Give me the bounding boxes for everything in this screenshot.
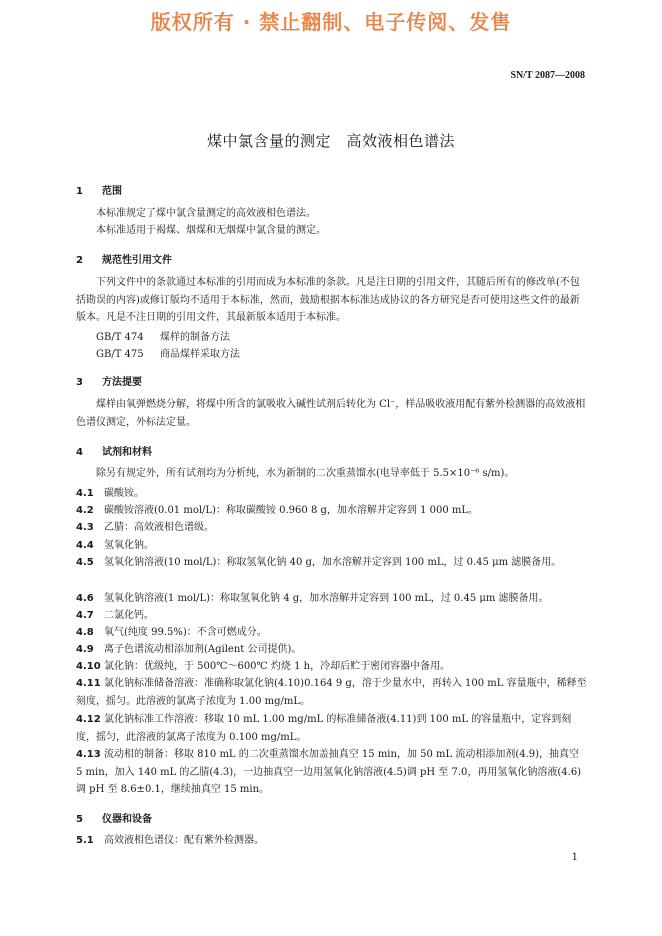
section-number: 5	[76, 814, 83, 825]
list-item	[76, 485, 588, 503]
list-item	[76, 641, 588, 659]
item-text: 氯化钠标准工作溶液：移取 10 mL 1.00 mg/mL 的标准储备液(4.11)到 100 mL 的容量瓶中，定容到刻度，摇匀，此溶液的氯离子浓度为 0.100 mg/mL。	[76, 714, 572, 743]
list-item	[76, 711, 588, 746]
section-number: 4	[76, 447, 83, 458]
list-item	[76, 675, 588, 710]
item-text: 碳酸铵溶液(0.01 mol/L)：称取碳酸铵 0.960 8 g，加水溶解并定容到 1 000 mL。	[104, 505, 478, 516]
item-text: 高效液相色谱仪：配有紫外检测器。	[104, 835, 264, 846]
list-item	[76, 624, 588, 642]
document-title: 煤中氯含量的测定 高效液相色谱法	[206, 132, 455, 150]
reference-code: GB/T 474	[96, 332, 144, 343]
section-number: 2	[76, 255, 83, 266]
section-3-heading	[76, 373, 142, 388]
item-number: 4.9	[76, 644, 94, 655]
item-number: 4.7	[76, 610, 94, 621]
item-number: 5.1	[76, 835, 94, 846]
item-number: 4.10	[76, 661, 101, 672]
reference-item	[96, 345, 240, 360]
list-item	[76, 554, 588, 572]
item-number: 4.12	[76, 714, 101, 725]
list-item	[76, 537, 588, 555]
section-title: 试剂和材料	[102, 447, 152, 458]
reference-title: 商品煤样采取方法	[160, 349, 240, 360]
reference-code: GB/T 475	[96, 349, 144, 360]
section-2-heading	[76, 251, 172, 266]
list-item	[76, 590, 588, 608]
reference-item	[96, 328, 230, 343]
item-text: 二氯化钙。	[104, 610, 154, 621]
list-item	[76, 519, 588, 537]
paragraph: 本标准适用于褐煤、烟煤和无烟煤中氯含量的测定。	[96, 225, 326, 236]
item-text: 氢氧化钠溶液(1 mol/L)：称取氢氧化钠 4 g，加水溶解并定容到 100 mL，过 0.45 μm 滤膜备用。	[104, 593, 549, 604]
section-1-heading	[76, 182, 122, 197]
paragraph: 下列文件中的条款通过本标准的引用而成为本标准的条款。凡是注日期的引用文件，其随后所有的修改单(不包括勘误的内容)或修订版均不适用于本标准，然而，鼓励根据本标准达成协议的各方研究是否可使用这些文件的最新版本。凡是不注日期的引用文件，其最新版本适用于本标准。	[76, 277, 580, 323]
section-title: 仪器和设备	[102, 814, 152, 825]
item-number: 4.4	[76, 540, 94, 551]
item-number: 4.1	[76, 488, 94, 499]
section-title: 范围	[102, 186, 122, 197]
section-number: 3	[76, 377, 83, 388]
item-text: 氯化钠标准储备溶液：准确称取氯化钠(4.10)0.164 9 g，溶于少量水中，再转入 100 mL 容量瓶中，稀释至刻度，摇匀。此溶液的氯离子浓度为 1.00 mg/mL。	[76, 678, 587, 707]
paragraph: 本标准规定了煤中氯含量测定的高效液相色谱法。	[96, 208, 316, 219]
section-5-heading	[76, 810, 152, 825]
paragraph: 煤样由氧弹燃烧分解，将煤中所含的氯吸收入碱性试剂后转化为 Cl⁻，样品吸收液用配有紫外检测器的高效液相色谱仪测定，外标法定量。	[76, 399, 586, 428]
item-text: 氢氧化钠溶液(10 mol/L)：称取氢氧化钠 40 g，加水溶解并定容到 100 mL，过 0.45 μm 滤膜备用。	[104, 557, 562, 568]
list-item	[76, 502, 588, 520]
item-text: 氢氧化钠。	[104, 540, 154, 551]
section-title: 规范性引用文件	[102, 255, 172, 266]
list-item	[76, 832, 588, 850]
item-number: 4.8	[76, 627, 94, 638]
standard-code: SN/T 2087—2008	[510, 70, 585, 81]
list-item	[76, 607, 588, 625]
list-item	[76, 658, 588, 676]
item-text: 氧气(纯度 99.5%)：不含可燃成分。	[104, 627, 267, 638]
item-text: 流动相的制备：移取 810 mL 的二次重蒸馏水加盖抽真空 15 min，加 50 mL 流动相添加剂(4.9)，抽真空 5 min，加入 140 mL 的乙腈(4.3)，一边抽真空一边用氢氧化钠溶液(4.5)调 pH 至 7.0，再用氢氧化钠溶液(4.6)调 pH 至 8.6±0.1，继续抽真空 15 min。	[76, 749, 582, 795]
copyright-watermark: 版权所有 · 禁止翻制、电子传阅、发售	[150, 10, 512, 34]
item-number: 4.2	[76, 505, 94, 516]
section-number: 1	[76, 186, 83, 197]
paragraph: 除另有规定外，所有试剂均为分析纯，水为新制的二次重蒸馏水(电导率低于 5.5×10⁻⁶ s/m)。	[96, 468, 515, 479]
item-number: 4.5	[76, 557, 94, 568]
item-text: 氯化钠：优级纯，于 500℃～600℃ 灼烧 1 h，冷却后贮于密闭容器中备用。	[104, 661, 451, 672]
section-title: 方法提要	[102, 377, 142, 388]
item-number: 4.11	[76, 678, 101, 689]
item-text: 碳酸铵。	[104, 488, 144, 499]
item-number: 4.3	[76, 522, 94, 533]
item-text: 乙腈：高效液相色谱级。	[104, 522, 214, 533]
reference-title: 煤样的制备方法	[160, 332, 230, 343]
item-number: 4.13	[76, 749, 101, 760]
list-item	[76, 746, 588, 799]
section-4-heading	[76, 443, 152, 458]
page-number: 1	[571, 852, 578, 863]
item-text: 离子色谱流动相添加剂(Agilent 公司提供)。	[104, 644, 302, 655]
item-number: 4.6	[76, 593, 94, 604]
